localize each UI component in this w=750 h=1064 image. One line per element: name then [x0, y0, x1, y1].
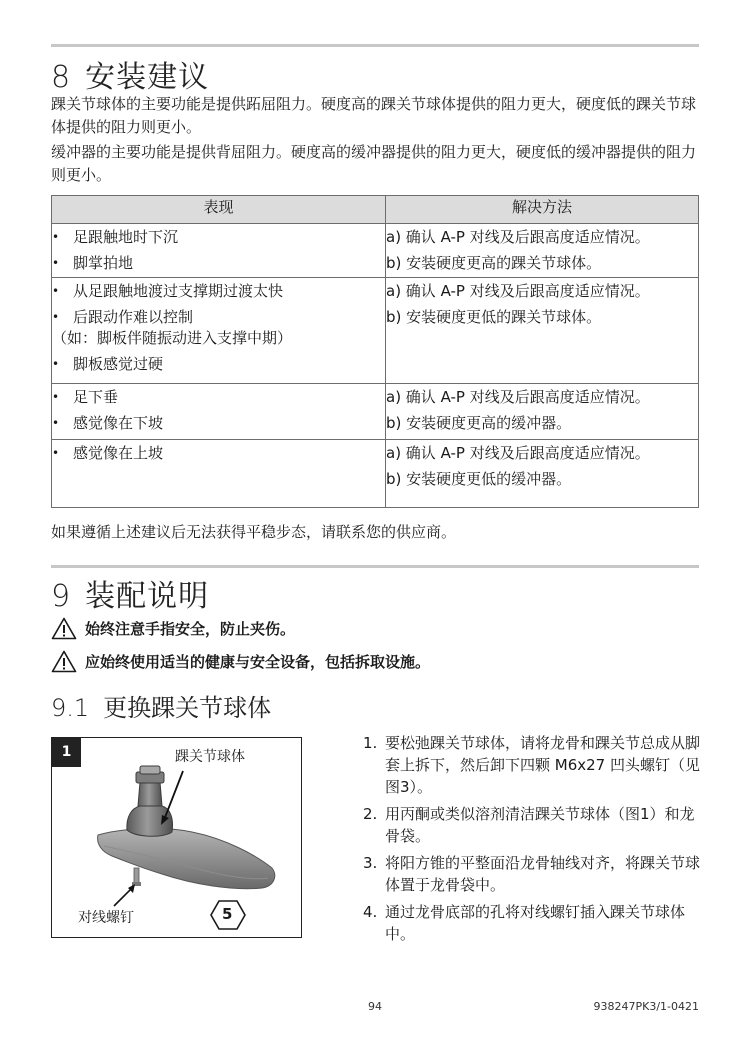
warning-text: 始终注意手指安全，防止夹伤。 — [85, 620, 296, 638]
callout-alignment-screw: 对线螺钉 — [78, 910, 134, 926]
section-9-1-heading — [51, 688, 271, 723]
buffer-function-paragraph: 缓冲器的主要功能是提供背屈阻力。硬度高的缓冲器提供的阻力更大，硬度低的缓冲器提供的阻力则更小。 — [51, 143, 697, 184]
step-number: 1. — [363, 734, 378, 752]
symptom-cell — [52, 278, 386, 384]
list-item — [363, 732, 703, 798]
foot-keel-illustration — [52, 738, 300, 936]
figure-1 — [51, 737, 302, 938]
contact-supplier-note: 如果遵循上述建议后无法获得平稳步态，请联系您的供应商。 — [51, 523, 457, 541]
page-number: 94 — [368, 1000, 382, 1013]
symptom-item: • 从足跟触地渡过支撑期过渡太快 — [52, 278, 385, 304]
step-text: 通过龙骨底部的孔将对线螺钉插入踝关节球体中。 — [385, 903, 686, 943]
step-text: 要松弛踝关节球体，请将龙骨和踝关节总成从脚套上拆下，然后卸下四颗 M6x27 凹头螺钉（见图3）。 — [385, 734, 701, 796]
symptom-item: • 感觉像在上坡 — [52, 440, 385, 466]
warning-finger-safety — [51, 617, 295, 640]
figure-number-badge: 1 — [52, 738, 81, 767]
section-8-rule — [51, 44, 699, 47]
solution-item: a) 确认 A-P 对线及后跟高度适应情况。 — [386, 444, 650, 462]
list-item — [363, 852, 703, 896]
solution-item: b) 安装硬度更高的缓冲器。 — [386, 414, 572, 432]
solution-item: a) 确认 A-P 对线及后跟高度适应情况。 — [386, 282, 650, 300]
section-8-number: 8 — [51, 60, 72, 95]
symptom-item: • 脚板感觉过硬 — [52, 351, 385, 377]
table-header-row — [52, 196, 699, 224]
section-8-heading — [51, 52, 209, 96]
solution-cell — [386, 224, 699, 278]
warning-text: 应始终使用适当的健康与安全设备，包括拆取设施。 — [85, 653, 431, 671]
solution-cell — [386, 384, 699, 440]
symptom-item: • 后跟动作难以控制 — [52, 304, 385, 330]
step-number: 4. — [363, 903, 378, 921]
solution-item: b) 安装硬度更低的踝关节球体。 — [386, 308, 602, 326]
callout-ankle-ball: 踝关节球体 — [175, 749, 245, 765]
solution-cell — [386, 440, 699, 508]
hex-size-label: 5 — [222, 905, 233, 923]
recommendation-table — [51, 195, 699, 508]
symptom-item: • 感觉像在下坡 — [52, 410, 385, 436]
document-code: 938247PK3/1-0421 — [593, 1000, 699, 1013]
symptom-cell — [52, 224, 386, 278]
section-8-title: 安装建议 — [85, 60, 210, 95]
solution-cell — [386, 278, 699, 384]
step-number: 3. — [363, 854, 378, 872]
solution-item: a) 确认 A-P 对线及后跟高度适应情况。 — [386, 388, 650, 406]
header-solution: 解决方法 — [386, 196, 699, 224]
step-text: 将阳方锥的平整面沿龙骨轴线对齐，将踝关节球体置于龙骨袋中。 — [385, 854, 701, 894]
solution-item: a) 确认 A-P 对线及后跟高度适应情况。 — [386, 228, 650, 246]
symptom-item: • 足下垂 — [52, 384, 385, 410]
symptom-cell — [52, 440, 386, 508]
symptom-item: • 脚掌拍地 — [52, 250, 385, 276]
section-8-intro — [51, 93, 701, 187]
step-number: 2. — [363, 805, 378, 823]
table-row — [52, 440, 699, 508]
section-9-title: 装配说明 — [85, 579, 210, 614]
table-row — [52, 384, 699, 440]
section-9-number: 9 — [51, 579, 72, 614]
symptom-item: • 足跟触地时下沉 — [52, 224, 385, 250]
list-item — [363, 803, 703, 847]
section-9-1-title: 更换踝关节球体 — [103, 694, 272, 722]
section-9-rule — [51, 565, 699, 568]
solution-item: b) 安装硬度更低的缓冲器。 — [386, 470, 572, 488]
warning-triangle-icon — [51, 617, 77, 640]
warning-safety-equipment — [51, 650, 430, 673]
section-9-heading — [51, 571, 209, 615]
symptom-note: （如：脚板伴随振动进入支撑中期） — [52, 329, 293, 347]
list-item — [363, 901, 703, 945]
replacement-steps — [363, 732, 703, 950]
symptom-cell — [52, 384, 386, 440]
table-row — [52, 278, 699, 384]
step-text: 用丙酮或类似溶剂清洁踝关节球体（图1）和龙骨袋。 — [385, 805, 695, 845]
header-symptom: 表现 — [52, 196, 386, 224]
ball-function-paragraph: 踝关节球体的主要功能是提供跖屈阻力。硬度高的踝关节球体提供的阻力更大，硬度低的踝关节球体提供的阻力则更小。 — [51, 95, 697, 136]
warning-triangle-icon — [51, 650, 77, 673]
section-9-1-number: 9.1 — [51, 694, 90, 722]
solution-item: b) 安装硬度更高的踝关节球体。 — [386, 254, 602, 272]
table-row — [52, 224, 699, 278]
